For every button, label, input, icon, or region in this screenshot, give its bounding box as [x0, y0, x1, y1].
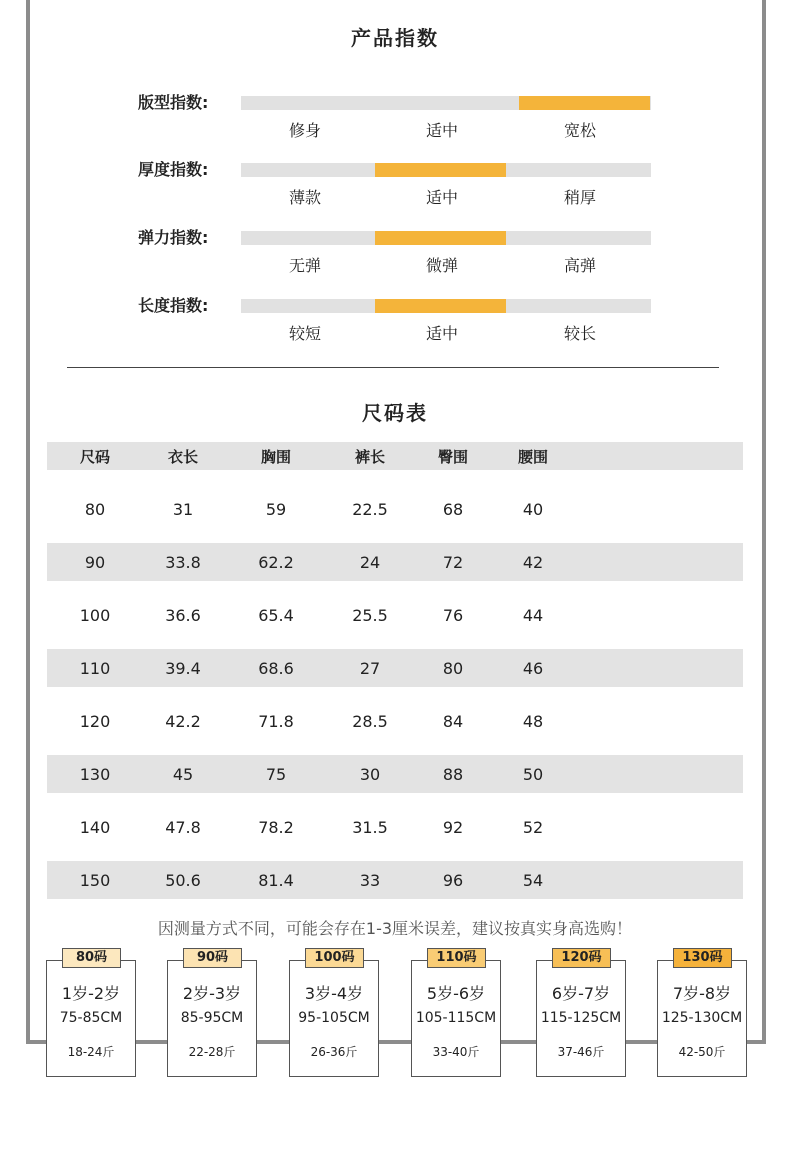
size-table-header [47, 442, 743, 470]
table-row [47, 808, 743, 846]
table-row [47, 596, 743, 634]
index-row [0, 227, 790, 287]
size-tag: 90码 [183, 948, 242, 968]
header-chest: 胸围 [260, 447, 291, 466]
table-row [47, 861, 743, 899]
index-bar [241, 163, 651, 177]
size-tag: 130码 [673, 948, 732, 968]
size-card [167, 950, 257, 1077]
weight-range: 22-28斤 [188, 1045, 236, 1059]
cell-hip: 76 [442, 605, 464, 625]
cell-size: 80 [84, 499, 106, 519]
cell-pants-length: 31.5 [352, 817, 388, 837]
index-option: 高弹 [563, 256, 596, 275]
cell-chest: 65.4 [258, 605, 294, 625]
index-option: 适中 [425, 121, 458, 140]
header-length: 衣长 [167, 447, 198, 466]
index-label: 厚度指数: [138, 160, 209, 179]
cell-waist: 42 [522, 552, 544, 572]
cell-waist: 50 [522, 764, 544, 784]
header-size: 尺码 [79, 447, 110, 466]
table-row [47, 702, 743, 740]
table-row [47, 649, 743, 687]
cell-hip: 84 [442, 711, 464, 731]
cell-waist: 52 [522, 817, 544, 837]
size-card [46, 950, 136, 1077]
header-waist: 腰围 [517, 447, 548, 466]
cell-pants-length: 30 [359, 764, 381, 784]
cell-pants-length: 33 [359, 870, 381, 890]
size-card [657, 950, 747, 1077]
table-row [47, 543, 743, 581]
index-bar [241, 96, 651, 110]
age-range: 2岁-3岁 [182, 984, 242, 1003]
weight-range: 37-46斤 [557, 1045, 605, 1059]
age-range: 5岁-6岁 [426, 984, 486, 1003]
product-index-title: 产品指数 [351, 26, 439, 50]
cell-pants-length: 28.5 [352, 711, 388, 731]
size-card [289, 950, 379, 1077]
cell-waist: 48 [522, 711, 544, 731]
cell-hip: 72 [442, 552, 464, 572]
cell-length: 47.8 [165, 817, 201, 837]
index-selected-segment [519, 96, 650, 110]
weight-range: 18-24斤 [67, 1045, 115, 1059]
index-bar [241, 299, 651, 313]
cell-length: 42.2 [165, 711, 201, 731]
size-tag: 100码 [305, 948, 364, 968]
height-range: 115-125CM [540, 1010, 622, 1026]
cell-size: 90 [84, 552, 106, 572]
table-row [47, 490, 743, 528]
cell-size: 120 [79, 711, 111, 731]
age-range: 6岁-7岁 [551, 984, 611, 1003]
measurement-note: 因测量方式不同，可能会存在1-3厘米误差，建议按真实身高选购！ [157, 919, 633, 938]
index-option: 无弹 [288, 256, 321, 275]
cell-size: 130 [79, 764, 111, 784]
cell-length: 31 [172, 499, 194, 519]
cell-waist: 46 [522, 658, 544, 678]
height-range: 105-115CM [415, 1010, 497, 1026]
section-divider [67, 367, 719, 368]
index-selected-segment [375, 231, 506, 245]
header-pants-length: 裤长 [354, 447, 385, 466]
frame-left-border [26, 0, 30, 1042]
cell-waist: 44 [522, 605, 544, 625]
size-tag: 80码 [62, 948, 121, 968]
frame-bottom-border [26, 1040, 766, 1044]
cell-chest: 81.4 [258, 870, 294, 890]
table-row [47, 755, 743, 793]
size-tag: 110码 [427, 948, 486, 968]
size-card [411, 950, 501, 1077]
age-range: 3岁-4岁 [304, 984, 364, 1003]
cell-chest: 71.8 [258, 711, 294, 731]
cell-size: 140 [79, 817, 111, 837]
cell-length: 50.6 [165, 870, 201, 890]
cell-waist: 54 [522, 870, 544, 890]
index-option: 修身 [288, 121, 321, 140]
cell-size: 100 [79, 605, 111, 625]
cell-hip: 88 [442, 764, 464, 784]
weight-range: 33-40斤 [432, 1045, 480, 1059]
index-selected-segment [375, 299, 506, 313]
cell-length: 36.6 [165, 605, 201, 625]
cell-hip: 80 [442, 658, 464, 678]
age-range: 7岁-8岁 [672, 984, 732, 1003]
index-selected-segment [375, 163, 506, 177]
cell-length: 45 [172, 764, 194, 784]
cell-size: 150 [79, 870, 111, 890]
index-row [0, 92, 790, 152]
index-row [0, 159, 790, 219]
height-range: 95-105CM [298, 1010, 370, 1026]
frame-right-border [762, 0, 766, 1042]
cell-hip: 68 [442, 499, 464, 519]
height-range: 75-85CM [59, 1010, 123, 1026]
cell-size: 110 [79, 658, 111, 678]
cell-chest: 78.2 [258, 817, 294, 837]
index-option: 较短 [288, 324, 321, 343]
cell-length: 33.8 [165, 552, 201, 572]
index-bar [241, 231, 651, 245]
cell-chest: 68.6 [258, 658, 294, 678]
height-range: 85-95CM [180, 1010, 244, 1026]
weight-range: 26-36斤 [310, 1045, 358, 1059]
weight-range: 42-50斤 [678, 1045, 726, 1059]
cell-pants-length: 22.5 [352, 499, 388, 519]
index-option: 宽松 [563, 121, 596, 140]
cell-chest: 75 [265, 764, 287, 784]
index-label: 弹力指数: [138, 228, 209, 247]
size-table-title: 尺码表 [362, 401, 428, 425]
index-option: 微弹 [425, 256, 458, 275]
cell-chest: 62.2 [258, 552, 294, 572]
index-option: 薄款 [288, 188, 321, 207]
cell-hip: 96 [442, 870, 464, 890]
cell-pants-length: 25.5 [352, 605, 388, 625]
size-card [536, 950, 626, 1077]
height-range: 125-130CM [661, 1010, 743, 1026]
size-tag: 120码 [552, 948, 611, 968]
cell-chest: 59 [265, 499, 287, 519]
index-option: 较长 [563, 324, 596, 343]
cell-length: 39.4 [165, 658, 201, 678]
index-option: 稍厚 [563, 188, 596, 207]
cell-pants-length: 24 [359, 552, 381, 572]
index-label: 长度指数: [138, 296, 209, 315]
index-label: 版型指数: [138, 93, 209, 112]
index-option: 适中 [425, 188, 458, 207]
cell-waist: 40 [522, 499, 544, 519]
index-row [0, 295, 790, 355]
index-option: 适中 [425, 324, 458, 343]
age-range: 1岁-2岁 [61, 984, 121, 1003]
cell-pants-length: 27 [359, 658, 381, 678]
header-hip: 臀围 [437, 447, 468, 466]
cell-hip: 92 [442, 817, 464, 837]
